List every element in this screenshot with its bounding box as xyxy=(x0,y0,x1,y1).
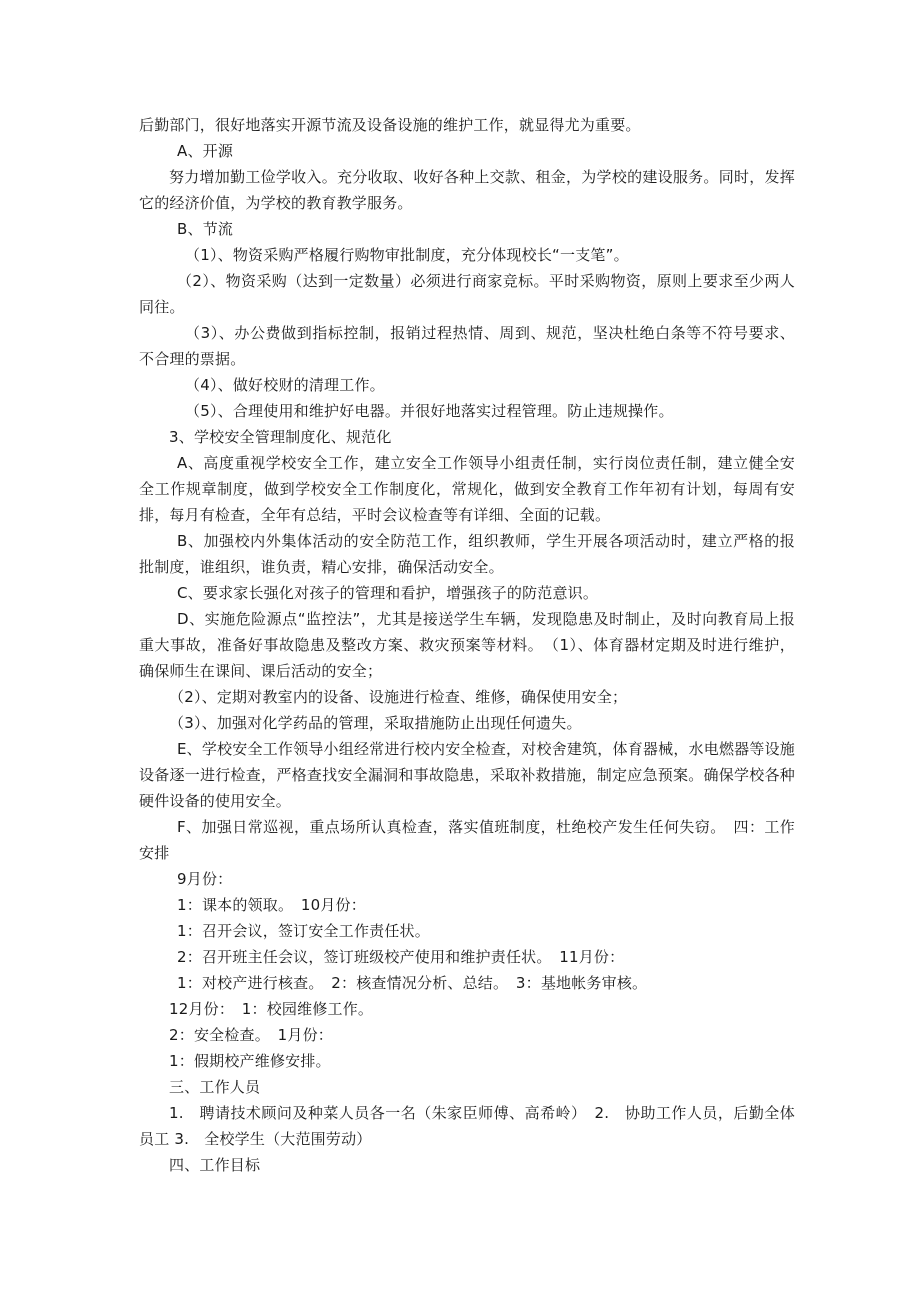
heading-goals: 四、工作目标 xyxy=(169,1156,261,1174)
item-asset-cleanup: （4）、做好校财的清理工作。 xyxy=(185,376,385,394)
schedule-item: 1：召开会议，签订安全工作责任状。 xyxy=(177,922,430,940)
heading-staff: 三、工作人员 xyxy=(169,1078,261,1096)
heading-open-source: A、开源 xyxy=(177,142,234,160)
item-procurement-approval: （1）、物资采购严格履行购物审批制度，充分体现校长“一支笔”。 xyxy=(185,246,629,264)
paragraph-safety-b: B、加强校内外集体活动的安全防范工作，组织教师，学生开展各项活动时，建立严格的报批制度，谁组织，谁负责，精心安排，确保活动安全。 xyxy=(139,532,795,576)
paragraph-safety-d: D、实施危险源点“监控法”，尤其是接送学生车辆，发现隐患及时制止，及时向教育局上报重大事故，准备好事故隐患及整改方案、救灾预案等材料。 （1）、体育器材定期及时进行维护，确保师生在课间、课后活动的安全； xyxy=(139,610,795,680)
document-body xyxy=(139,112,795,1178)
item-appliance-maintenance: （5）、合理使用和维护好电器。并很好地落实过程管理。防止违规操作。 xyxy=(185,402,674,420)
paragraph-open-source: 努力增加勤工俭学收入。充分收取、收好各种上交款、租金，为学校的建设服务。同时，发挥它的经济价值，为学校的教育教学服务。 xyxy=(139,168,795,212)
schedule-item: 1：课本的领取。 10月份： xyxy=(177,896,366,914)
item-procurement-bidding: （2）、物资采购（达到一定数量）必须进行商家竞标。平时采购物资，原则上要求至少两人同往。 xyxy=(139,272,795,316)
paragraph-staff: 1. 聘请技术顾问及种菜人员各一名（朱家臣师傅、高希岭） 2. 协助工作人员，后勤全体员工 3. 全校学生（大范围劳动） xyxy=(139,1104,795,1148)
heading-cost-saving: B、节流 xyxy=(177,220,234,238)
paragraph-safety-f: F、加强日常巡视，重点场所认真检查，落实值班制度，杜绝校产发生任何失窃。 四：工作安排 xyxy=(139,818,795,862)
item-classroom-inspection: （2）、定期对教室内的设备、设施进行检查、维修，确保使用安全； xyxy=(169,688,628,706)
heading-safety-management: 3、学校安全管理制度化、规范化 xyxy=(169,428,392,446)
schedule-item: 2：召开班主任会议，签订班级校产使用和维护责任状。 11月份： xyxy=(177,948,625,966)
item-chemical-management: （3）、加强对化学药品的管理，采取措施防止出现任何遗失。 xyxy=(169,714,582,732)
schedule-item: 1：对校产进行核查。 2：核查情况分析、总结。 3：基地帐务审核。 xyxy=(177,974,648,992)
paragraph-safety-a: A、高度重视学校安全工作，建立安全工作领导小组责任制，实行岗位责任制，建立健全安全工作规章制度，做到学校安全工作制度化，常规化，做到安全教育工作年初有计划，每周有安排，每月有检查，全年有总结，平时会议检查等有详细、全面的记载。 xyxy=(139,454,795,524)
schedule-item: 2：安全检查。 1月份： xyxy=(169,1026,333,1044)
schedule-september: 9月份： xyxy=(177,870,233,888)
schedule-item: 1：假期校产维修安排。 xyxy=(169,1052,331,1070)
item-office-expense: （3）、办公费做到指标控制，报销过程热情、周到、规范，坚决杜绝白条等不符号要求、不合理的票据。 xyxy=(139,324,795,368)
schedule-december: 12月份： 1：校园维修工作。 xyxy=(169,1000,374,1018)
paragraph-intro: 后勤部门，很好地落实开源节流及设备设施的维护工作，就显得尤为重要。 xyxy=(139,116,641,134)
paragraph-safety-c: C、要求家长强化对孩子的管理和看护，增强孩子的防范意识。 xyxy=(177,584,599,602)
paragraph-safety-e: E、学校安全工作领导小组经常进行校内安全检查，对校舍建筑，体育器械，水电燃器等设施设备逐一进行检查，严格查找安全漏洞和事故隐患，采取补救措施，制定应急预案。确保学校各种硬件设备的使用安全。 xyxy=(139,740,795,810)
